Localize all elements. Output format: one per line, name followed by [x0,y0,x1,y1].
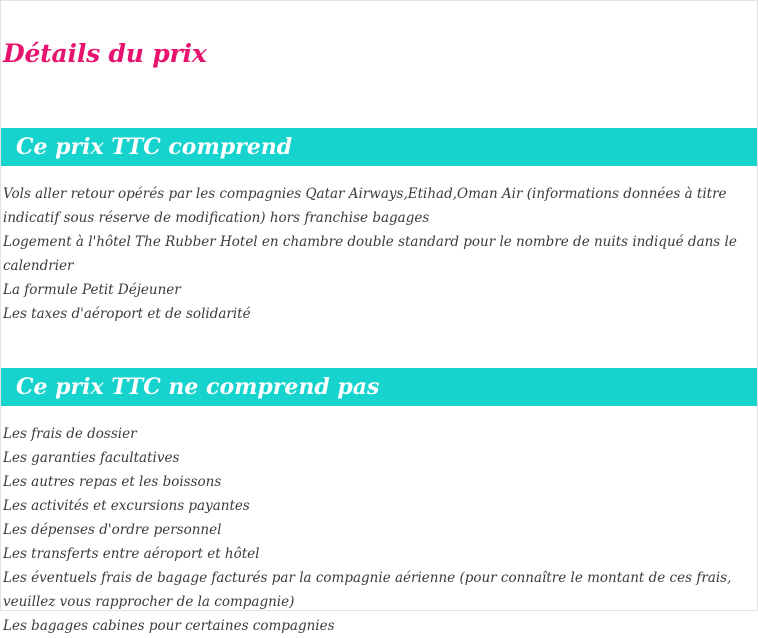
list-item: Les activités et excursions payantes [3,498,250,514]
section-included-header: Ce prix TTC comprend [1,128,757,166]
page-title: Détails du prix [3,38,207,68]
list-item: Les garanties facultatives [3,450,180,466]
list-item: Vols aller retour opérés par les compagnies Qatar Airways,Etihad,Oman Air (informations données à titre indicatif sous réserve de modification) hors franchise bagages [3,186,727,226]
list-item: Les éventuels frais de bagage facturés par la compagnie aérienne (pour connaître le montant de ces frais, veuillez vous rapprocher de la compagnie) [3,570,732,610]
spacer [1,406,757,422]
list-item: Les transferts entre aéroport et hôtel [3,546,260,562]
list-item: Les bagages cabines pour certaines compagnies [3,618,335,634]
section-excluded-body [1,422,757,638]
section-excluded [1,368,757,638]
spacer [1,326,757,368]
spacer [1,84,757,128]
section-included [1,128,757,326]
section-included-body [1,182,757,326]
list-item: Les taxes d'aéroport et de solidarité [3,306,251,322]
list-item: Les dépenses d'ordre personnel [3,522,222,538]
section-excluded-header: Ce prix TTC ne comprend pas [1,368,757,406]
spacer [1,166,757,182]
list-item: La formule Petit Déjeuner [3,282,181,298]
list-item: Les frais de dossier [3,426,137,442]
list-item: Logement à l'hôtel The Rubber Hotel en chambre double standard pour le nombre de nuits indiqué dans le calendrier [3,234,737,274]
list-item: Les autres repas et les boissons [3,474,222,490]
